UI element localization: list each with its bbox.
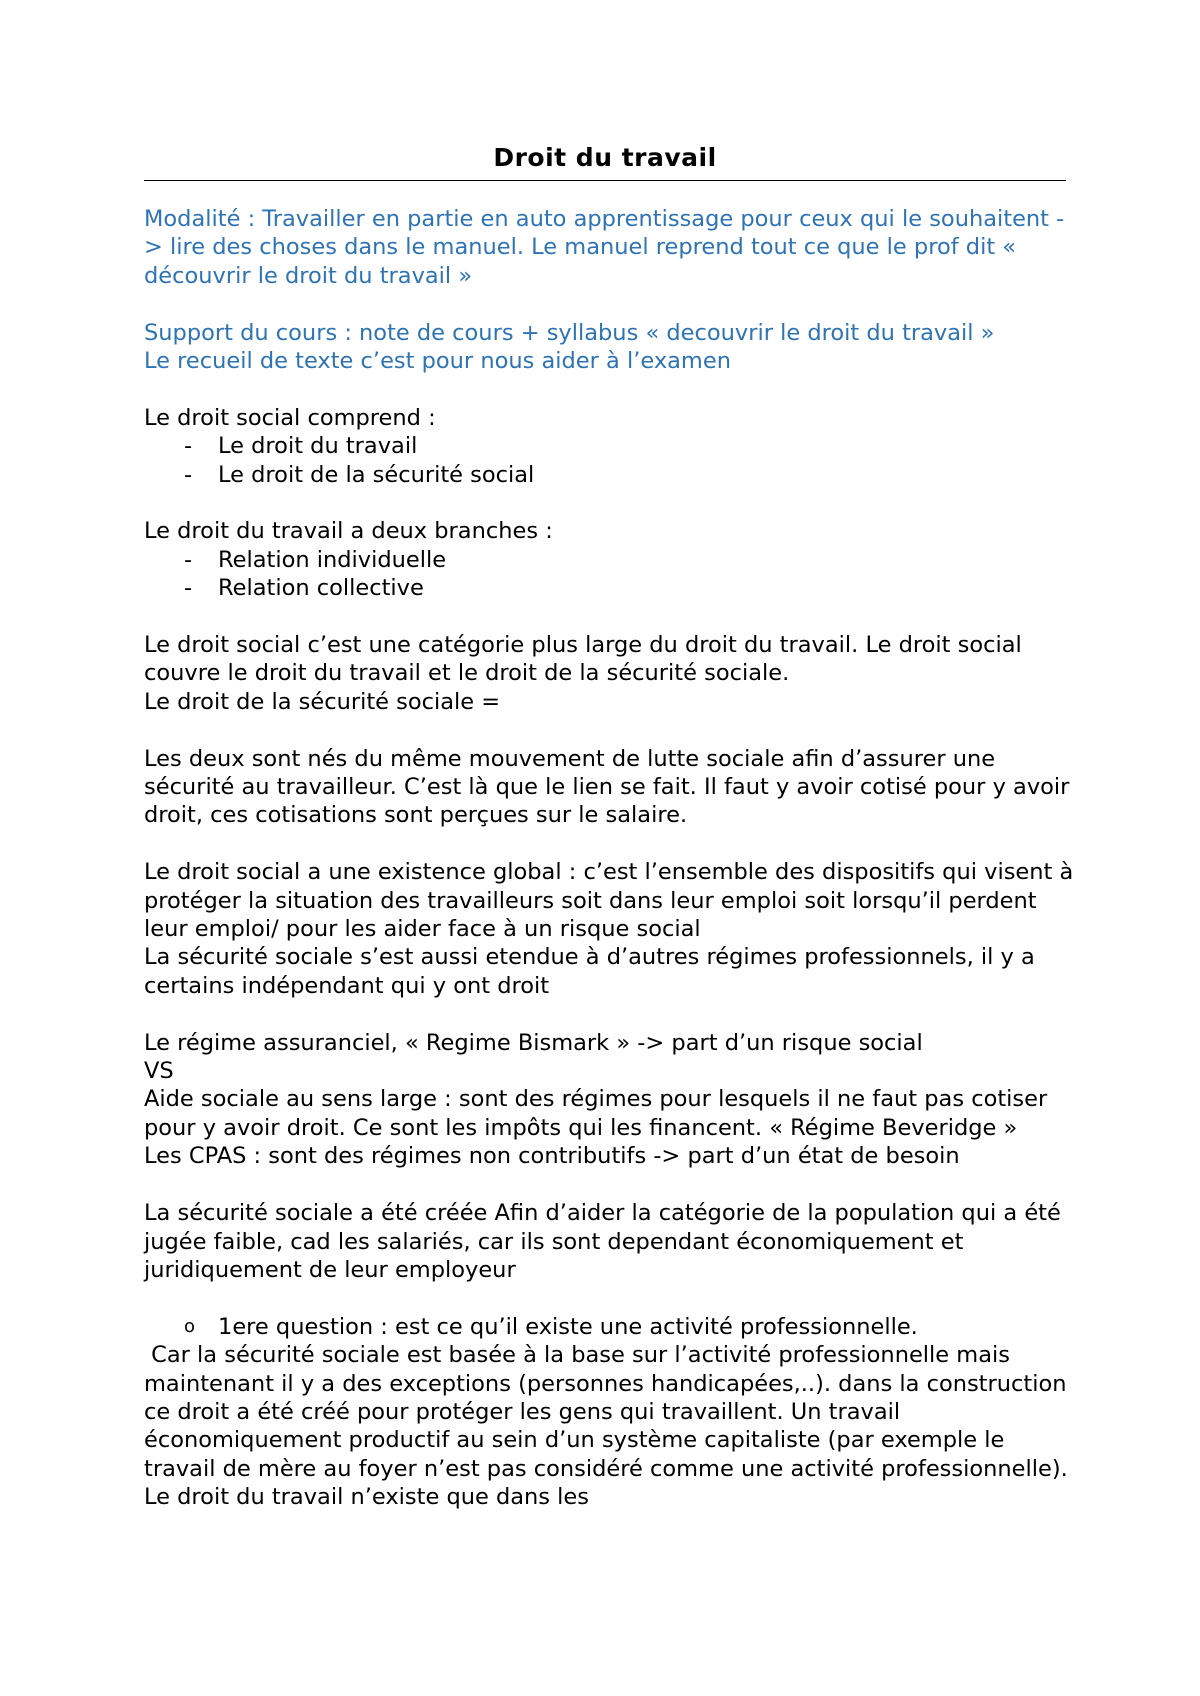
car-paragraph: Car la sécurité sociale est basée à la base sur l’activité professionnelle mais maintenant il y a des exceptions (personnes handicapées,..). dans la construction ce droit a été créé pour protéger les gens qui travaillent. Un travail économiquement productif au sein d’un système capitaliste (par exemple le travail de mère au foyer n’est pas considéré comme une activité professionnelle). Le droit du travail n’existe que dans les <box>144 1342 1075 1511</box>
categorie-paragraph: Le droit social c’est une catégorie plus large du droit du travail. Le droit social couvre le droit du travail et le droit de la sécurité sociale. <box>144 632 1022 687</box>
branches-list <box>144 546 1074 603</box>
list-item: - Relation collective <box>184 575 424 602</box>
support-line-1: Support du cours : note de cours + syllabus « decouvrir le droit du travail » <box>144 319 995 346</box>
document-title: Droit du travail <box>493 143 717 172</box>
list-item: - Relation individuelle <box>184 546 447 573</box>
branches-intro: Le droit du travail a deux branches : <box>144 518 553 545</box>
circle-bullet: o <box>184 1315 196 1337</box>
title-block <box>144 140 1066 181</box>
dash-bullet: - <box>184 461 193 488</box>
droit-social-intro: Le droit social comprend : <box>144 404 436 431</box>
regime-line: Le régime assuranciel, « Regime Bismark » -> part d’un risque social <box>144 1029 923 1056</box>
question-item <box>144 1313 1074 1341</box>
list-item: - Le droit de la sécurité social <box>184 461 535 488</box>
creee-paragraph: La sécurité sociale a été créée Afin d’aider la catégorie de la population qui a été jugée faible, cad les salariés, car ils sont dependant économiquement et juridiquement de leur employeur <box>144 1200 1061 1283</box>
modalite-paragraph: Modalité : Travailler en partie en auto apprentissage pour ceux qui le souhaitent -> lire des choses dans le manuel. Le manuel reprend tout ce que le prof dit « découvrir le droit du travail » <box>144 206 1065 289</box>
question-text: 1ere question : est ce qu’il existe une activité professionnelle. <box>218 1313 918 1340</box>
dash-bullet: - <box>184 433 193 460</box>
deux-nes-paragraph: Les deux sont nés du même mouvement de lutte sociale afin d’assurer une sécurité au travailleur. C’est là que le lien se fait. Il faut y avoir cotisé pour y avoir droit, ces cotisations sont perçues sur le salaire. <box>144 745 1070 829</box>
vs-line: VS <box>144 1058 174 1085</box>
etendue-paragraph: La sécurité sociale s’est aussi etendue à d’autres régimes professionnels, il y a certains indépendant qui y ont droit <box>144 944 1035 999</box>
document-body <box>144 205 1074 1512</box>
list-item: - Le droit du travail <box>184 433 418 460</box>
dash-bullet: - <box>184 546 193 573</box>
securite-eq-line: Le droit de la sécurité sociale = <box>144 688 501 715</box>
cpas-line: Les CPAS : sont des régimes non contributifs -> part d’un état de besoin <box>144 1143 960 1170</box>
aide-paragraph: Aide sociale au sens large : sont des régimes pour lesquels il ne faut pas cotiser pour y avoir droit. Ce sont les impôts qui les financent. « Régime Beveridge » <box>144 1086 1048 1141</box>
droit-social-list <box>144 432 1074 489</box>
support-line-2: Le recueil de texte c’est pour nous aider à l’examen <box>144 348 731 375</box>
existence-paragraph: Le droit social a une existence global : c’est l’ensemble des dispositifs qui visent à protéger la situation des travailleurs soit dans leur emploi soit lorsqu’il perdent leur emploi/ pour les aider face à un risque social <box>144 859 1074 943</box>
dash-bullet: - <box>184 575 193 602</box>
